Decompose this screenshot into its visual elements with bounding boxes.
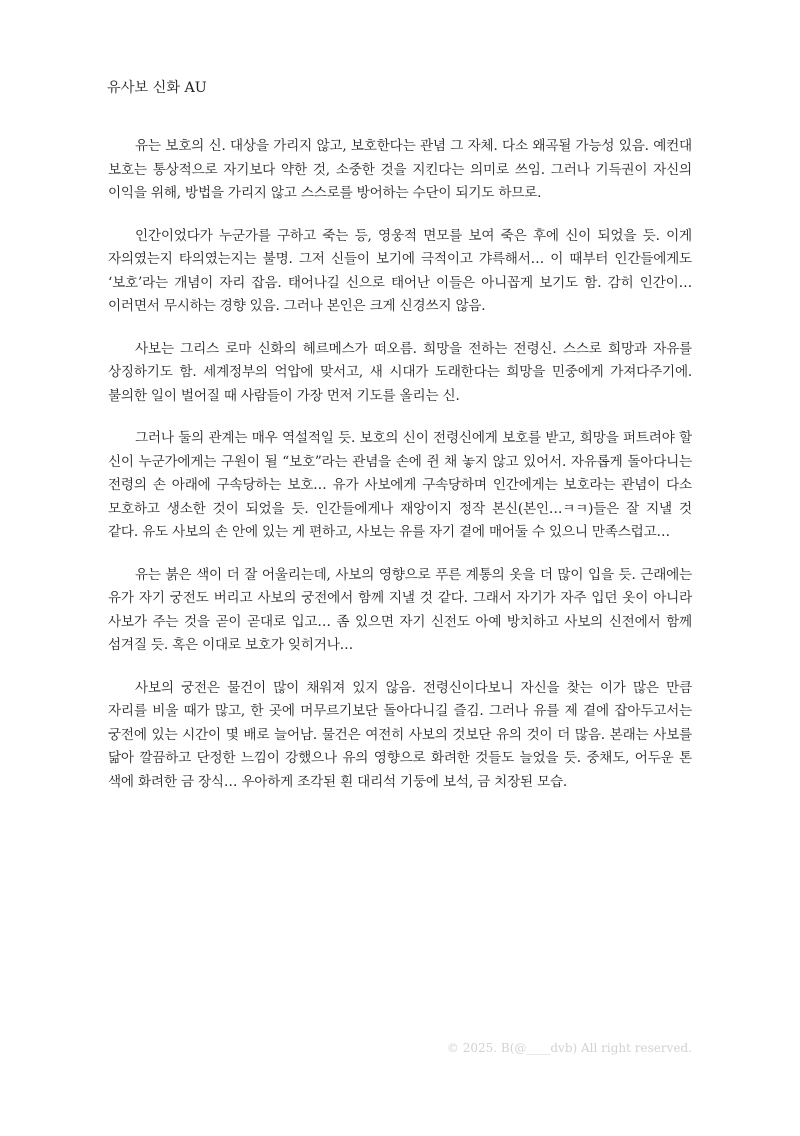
copyright-notice: © 2025. B(@____dvb) All right reserved.	[446, 1041, 692, 1055]
document-title: 유사보 신화 AU	[107, 80, 207, 96]
paragraph-6: 사보의 궁전은 물건이 많이 채워져 있지 않음. 전령신이다보니 자신을 찾는 이가 많은 만큼 자리를 비울 때가 많고, 한 곳에 머무르기보단 돌아다니길 즐김. 그러나 유를 제 곁에 잡아두고서는 궁전에 있는 시간이 몇 배로 늘어남. 물건은 여전히 사보의 것보단 유의 것이 더 많음. 본래는 사보를 닮아 깔끔하고 단정한 느낌이 강했으나 유의 영향으로 화려한 것들도 늘었을 듯. 중채도, 어두운 톤 색에 화려한 금 장식… 우아하게 조각된 흰 대리석 기둥에 보석, 금 치장된 모습.	[108, 679, 692, 790]
paragraph-5: 유는 붉은 색이 더 잘 어울리는데, 사보의 영향으로 푸른 계통의 옷을 더 많이 입을 듯. 근래에는 유가 자기 궁전도 버리고 사보의 궁전에서 함께 지낼 것 같다. 그래서 자기가 자주 입던 옷이 아니라 사보가 주는 것을 곧이 곧대로 입고… 좀 있으면 자기 신전도 아예 방치하고 사보의 신전에서 함께 섬겨질 듯. 혹은 이대로 보호가 잊히거나…	[108, 566, 692, 653]
document-body	[108, 135, 692, 813]
paragraph-1: 유는 보호의 신. 대상을 가리지 않고, 보호한다는 관념 그 자체. 다소 왜곡될 가능성 있음. 예컨대 보호는 통상적으로 자기보다 약한 것, 소중한 것을 지킨다는 의미로 쓰임. 그러나 기득권이 자신의 이익을 위해, 방법을 가리지 않고 스스로를 방어하는 수단이 되기도 하므로.	[108, 138, 692, 201]
paragraph-2: 인간이었다가 누군가를 구하고 죽는 등, 영웅적 면모를 보여 죽은 후에 신이 되었을 듯. 이게 자의였는지 타의였는지는 불명. 그저 신들이 보기에 극적이고 갸륵해서… 이 때부터 인간들에게도 ‘보호’라는 개념이 자리 잡음. 태어나길 신으로 태어난 이들은 아니꼽게 보기도 함. 감히 인간이… 이러면서 무시하는 경향 있음. 그러나 본인은 크게 신경쓰지 않음.	[108, 227, 692, 314]
paragraph-4: 그러나 둘의 관계는 매우 역설적일 듯. 보호의 신이 전령신에게 보호를 받고, 희망을 퍼트려야 할 신이 누군가에게는 구원이 될 “보호”라는 관념을 손에 쥔 채 놓지 않고 있어서. 자유롭게 돌아다니는 전령의 손 아래에 구속당하는 보호… 유가 사보에게 구속당하며 인간에게는 보호라는 관념이 다소 모호하고 생소한 것이 되었을 듯. 인간들에게나 재앙이지 정작 본신(본인…ㅋㅋ)들은 잘 지낼 것 같다. 유도 사보의 손 안에 있는 게 편하고, 사보는 유를 자기 곁에 매어둘 수 있으니 만족스럽고…	[108, 430, 692, 540]
paragraph-3: 사보는 그리스 로마 신화의 헤르메스가 떠오름. 희망을 전하는 전령신. 스스로 희망과 자유를 상징하기도 함. 세계정부의 억압에 맞서고, 새 시대가 도래한다는 희망을 민중에게 가져다주기에. 불의한 일이 벌어질 때 사람들이 가장 먼저 기도를 올리는 신.	[108, 340, 692, 404]
